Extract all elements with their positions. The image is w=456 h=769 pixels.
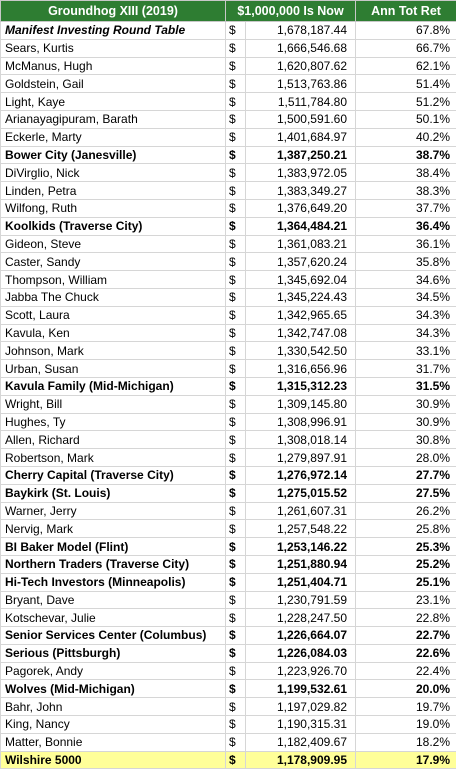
table-row xyxy=(1,128,456,146)
row-dollar-sign: $ xyxy=(226,235,246,253)
table-row xyxy=(1,466,456,484)
table-row xyxy=(1,573,456,591)
row-return: 30.9% xyxy=(356,395,456,413)
row-dollar-sign: $ xyxy=(226,538,246,556)
row-dollar-sign: $ xyxy=(226,146,246,164)
row-return: 66.7% xyxy=(356,39,456,57)
row-dollar-sign: $ xyxy=(226,360,246,378)
row-value: 1,251,404.71 xyxy=(246,573,356,591)
row-name: Kotschevar, Julie xyxy=(1,609,226,627)
row-return: 51.4% xyxy=(356,75,456,93)
table-row xyxy=(1,733,456,751)
row-return: 38.4% xyxy=(356,164,456,182)
table-row xyxy=(1,93,456,111)
row-dollar-sign: $ xyxy=(226,662,246,680)
row-dollar-sign: $ xyxy=(226,751,246,769)
table-row xyxy=(1,591,456,609)
row-name: Wilshire 5000 xyxy=(1,751,226,769)
row-return: 34.5% xyxy=(356,288,456,306)
row-name: Scott, Laura xyxy=(1,306,226,324)
table-row xyxy=(1,502,456,520)
row-value: 1,620,807.62 xyxy=(246,57,356,75)
table-row xyxy=(1,431,456,449)
row-dollar-sign: $ xyxy=(226,217,246,235)
row-dollar-sign: $ xyxy=(226,573,246,591)
row-name: Robertson, Mark xyxy=(1,449,226,467)
table-row xyxy=(1,698,456,716)
row-value: 1,666,546.68 xyxy=(246,39,356,57)
row-value: 1,190,315.31 xyxy=(246,716,356,734)
table-row xyxy=(1,360,456,378)
row-value: 1,251,880.94 xyxy=(246,555,356,573)
row-name: Linden, Petra xyxy=(1,182,226,200)
row-value: 1,223,926.70 xyxy=(246,662,356,680)
table-row xyxy=(1,555,456,573)
row-value: 1,401,684.97 xyxy=(246,128,356,146)
table-row xyxy=(1,413,456,431)
row-value: 1,330,542.50 xyxy=(246,342,356,360)
row-value: 1,511,784.80 xyxy=(246,93,356,111)
row-name: Warner, Jerry xyxy=(1,502,226,520)
row-return: 25.2% xyxy=(356,555,456,573)
row-value: 1,678,187.44 xyxy=(246,22,356,40)
table-row xyxy=(1,235,456,253)
row-value: 1,345,224.43 xyxy=(246,288,356,306)
row-dollar-sign: $ xyxy=(226,75,246,93)
table-row xyxy=(1,716,456,734)
row-return: 26.2% xyxy=(356,502,456,520)
table-row xyxy=(1,164,456,182)
row-value: 1,364,484.21 xyxy=(246,217,356,235)
row-return: 37.7% xyxy=(356,199,456,217)
row-name: Jabba The Chuck xyxy=(1,288,226,306)
row-return: 38.7% xyxy=(356,146,456,164)
row-dollar-sign: $ xyxy=(226,413,246,431)
table-row xyxy=(1,751,456,769)
row-dollar-sign: $ xyxy=(226,591,246,609)
row-return: 27.5% xyxy=(356,484,456,502)
row-return: 25.3% xyxy=(356,538,456,556)
row-return: 25.1% xyxy=(356,573,456,591)
row-return: 34.3% xyxy=(356,306,456,324)
row-value: 1,182,409.67 xyxy=(246,733,356,751)
row-value: 1,309,145.80 xyxy=(246,395,356,413)
row-name: Manifest Investing Round Table xyxy=(1,22,226,40)
table-row xyxy=(1,662,456,680)
row-dollar-sign: $ xyxy=(226,395,246,413)
row-value: 1,387,250.21 xyxy=(246,146,356,164)
row-return: 17.9% xyxy=(356,751,456,769)
row-name: Bower City (Janesville) xyxy=(1,146,226,164)
table-row xyxy=(1,449,456,467)
row-value: 1,357,620.24 xyxy=(246,253,356,271)
row-dollar-sign: $ xyxy=(226,128,246,146)
table-row xyxy=(1,377,456,395)
row-value: 1,308,018.14 xyxy=(246,431,356,449)
row-return: 36.4% xyxy=(356,217,456,235)
row-dollar-sign: $ xyxy=(226,22,246,40)
row-dollar-sign: $ xyxy=(226,449,246,467)
row-name: Thompson, William xyxy=(1,271,226,289)
row-name: Senior Services Center (Columbus) xyxy=(1,627,226,645)
header-return: Ann Tot Ret xyxy=(356,1,456,22)
row-value: 1,308,996.91 xyxy=(246,413,356,431)
row-value: 1,345,692.04 xyxy=(246,271,356,289)
row-return: 31.5% xyxy=(356,377,456,395)
row-name: BI Baker Model (Flint) xyxy=(1,538,226,556)
row-value: 1,500,591.60 xyxy=(246,110,356,128)
row-value: 1,226,084.03 xyxy=(246,644,356,662)
header-name: Groundhog XIII (2019) xyxy=(1,1,226,22)
row-value: 1,257,548.22 xyxy=(246,520,356,538)
row-name: Pagorek, Andy xyxy=(1,662,226,680)
row-value: 1,226,664.07 xyxy=(246,627,356,645)
table-row xyxy=(1,271,456,289)
row-dollar-sign: $ xyxy=(226,93,246,111)
row-dollar-sign: $ xyxy=(226,182,246,200)
row-return: 22.8% xyxy=(356,609,456,627)
row-dollar-sign: $ xyxy=(226,555,246,573)
table-row xyxy=(1,644,456,662)
row-value: 1,197,029.82 xyxy=(246,698,356,716)
table-row xyxy=(1,520,456,538)
row-dollar-sign: $ xyxy=(226,199,246,217)
row-dollar-sign: $ xyxy=(226,431,246,449)
table-row xyxy=(1,342,456,360)
row-return: 35.8% xyxy=(356,253,456,271)
row-value: 1,178,909.95 xyxy=(246,751,356,769)
row-dollar-sign: $ xyxy=(226,342,246,360)
row-dollar-sign: $ xyxy=(226,39,246,57)
row-return: 27.7% xyxy=(356,466,456,484)
row-name: Hughes, Ty xyxy=(1,413,226,431)
row-return: 67.8% xyxy=(356,22,456,40)
table-row xyxy=(1,75,456,93)
row-return: 31.7% xyxy=(356,360,456,378)
row-return: 18.2% xyxy=(356,733,456,751)
row-name: Serious (Pittsburgh) xyxy=(1,644,226,662)
row-name: Nervig, Mark xyxy=(1,520,226,538)
row-dollar-sign: $ xyxy=(226,502,246,520)
row-dollar-sign: $ xyxy=(226,57,246,75)
row-name: Kavula Family (Mid-Michigan) xyxy=(1,377,226,395)
row-dollar-sign: $ xyxy=(226,520,246,538)
row-dollar-sign: $ xyxy=(226,466,246,484)
row-dollar-sign: $ xyxy=(226,609,246,627)
row-dollar-sign: $ xyxy=(226,306,246,324)
row-name: Baykirk (St. Louis) xyxy=(1,484,226,502)
table-row xyxy=(1,110,456,128)
row-name: Cherry Capital (Traverse City) xyxy=(1,466,226,484)
row-dollar-sign: $ xyxy=(226,110,246,128)
row-return: 28.0% xyxy=(356,449,456,467)
row-name: Hi-Tech Investors (Minneapolis) xyxy=(1,573,226,591)
row-name: Sears, Kurtis xyxy=(1,39,226,57)
row-name: Northern Traders (Traverse City) xyxy=(1,555,226,573)
table-row xyxy=(1,39,456,57)
header-value: $1,000,000 Is Now xyxy=(226,1,356,22)
row-return: 25.8% xyxy=(356,520,456,538)
table-row xyxy=(1,253,456,271)
row-name: Johnson, Mark xyxy=(1,342,226,360)
row-dollar-sign: $ xyxy=(226,716,246,734)
table-row xyxy=(1,288,456,306)
row-name: Bahr, John xyxy=(1,698,226,716)
row-name: Kavula, Ken xyxy=(1,324,226,342)
row-return: 62.1% xyxy=(356,57,456,75)
row-name: Matter, Bonnie xyxy=(1,733,226,751)
row-return: 36.1% xyxy=(356,235,456,253)
row-name: Wolves (Mid-Michigan) xyxy=(1,680,226,698)
row-name: King, Nancy xyxy=(1,716,226,734)
table-row xyxy=(1,306,456,324)
table-row xyxy=(1,199,456,217)
row-return: 50.1% xyxy=(356,110,456,128)
row-value: 1,275,015.52 xyxy=(246,484,356,502)
header-row xyxy=(1,1,456,22)
table-row xyxy=(1,146,456,164)
row-return: 34.3% xyxy=(356,324,456,342)
row-value: 1,230,791.59 xyxy=(246,591,356,609)
row-value: 1,316,656.96 xyxy=(246,360,356,378)
row-return: 30.8% xyxy=(356,431,456,449)
row-dollar-sign: $ xyxy=(226,271,246,289)
row-name: Goldstein, Gail xyxy=(1,75,226,93)
table-row xyxy=(1,538,456,556)
row-dollar-sign: $ xyxy=(226,324,246,342)
row-name: Wilfong, Ruth xyxy=(1,199,226,217)
row-return: 51.2% xyxy=(356,93,456,111)
table-body xyxy=(1,22,456,769)
row-name: Koolkids (Traverse City) xyxy=(1,217,226,235)
row-dollar-sign: $ xyxy=(226,164,246,182)
row-name: Light, Kaye xyxy=(1,93,226,111)
table-row xyxy=(1,609,456,627)
row-value: 1,376,649.20 xyxy=(246,199,356,217)
row-return: 23.1% xyxy=(356,591,456,609)
row-dollar-sign: $ xyxy=(226,253,246,271)
row-name: Caster, Sandy xyxy=(1,253,226,271)
row-dollar-sign: $ xyxy=(226,484,246,502)
row-dollar-sign: $ xyxy=(226,698,246,716)
row-dollar-sign: $ xyxy=(226,733,246,751)
table-row xyxy=(1,484,456,502)
row-dollar-sign: $ xyxy=(226,377,246,395)
row-return: 34.6% xyxy=(356,271,456,289)
row-return: 30.9% xyxy=(356,413,456,431)
row-return: 40.2% xyxy=(356,128,456,146)
row-dollar-sign: $ xyxy=(226,627,246,645)
row-name: Eckerle, Marty xyxy=(1,128,226,146)
table-row xyxy=(1,680,456,698)
table-row xyxy=(1,324,456,342)
row-value: 1,513,763.86 xyxy=(246,75,356,93)
row-name: DiVirglio, Nick xyxy=(1,164,226,182)
row-name: Bryant, Dave xyxy=(1,591,226,609)
table-row xyxy=(1,182,456,200)
row-return: 22.7% xyxy=(356,627,456,645)
table-row xyxy=(1,395,456,413)
row-return: 38.3% xyxy=(356,182,456,200)
row-value: 1,342,965.65 xyxy=(246,306,356,324)
row-return: 22.6% xyxy=(356,644,456,662)
row-value: 1,261,607.31 xyxy=(246,502,356,520)
row-name: Allen, Richard xyxy=(1,431,226,449)
table-row xyxy=(1,57,456,75)
row-return: 33.1% xyxy=(356,342,456,360)
table-row xyxy=(1,627,456,645)
row-dollar-sign: $ xyxy=(226,680,246,698)
row-value: 1,383,972.05 xyxy=(246,164,356,182)
row-name: Arianayagipuram, Barath xyxy=(1,110,226,128)
row-value: 1,315,312.23 xyxy=(246,377,356,395)
table-row xyxy=(1,217,456,235)
row-name: Gideon, Steve xyxy=(1,235,226,253)
row-value: 1,228,247.50 xyxy=(246,609,356,627)
row-return: 22.4% xyxy=(356,662,456,680)
row-name: Wright, Bill xyxy=(1,395,226,413)
row-value: 1,279,897.91 xyxy=(246,449,356,467)
row-value: 1,199,532.61 xyxy=(246,680,356,698)
row-return: 19.7% xyxy=(356,698,456,716)
row-value: 1,342,747.08 xyxy=(246,324,356,342)
row-value: 1,253,146.22 xyxy=(246,538,356,556)
row-return: 20.0% xyxy=(356,680,456,698)
row-dollar-sign: $ xyxy=(226,644,246,662)
row-value: 1,276,972.14 xyxy=(246,466,356,484)
row-value: 1,383,349.27 xyxy=(246,182,356,200)
row-name: McManus, Hugh xyxy=(1,57,226,75)
row-dollar-sign: $ xyxy=(226,288,246,306)
row-value: 1,361,083.21 xyxy=(246,235,356,253)
row-return: 19.0% xyxy=(356,716,456,734)
table-row xyxy=(1,22,456,40)
row-name: Urban, Susan xyxy=(1,360,226,378)
